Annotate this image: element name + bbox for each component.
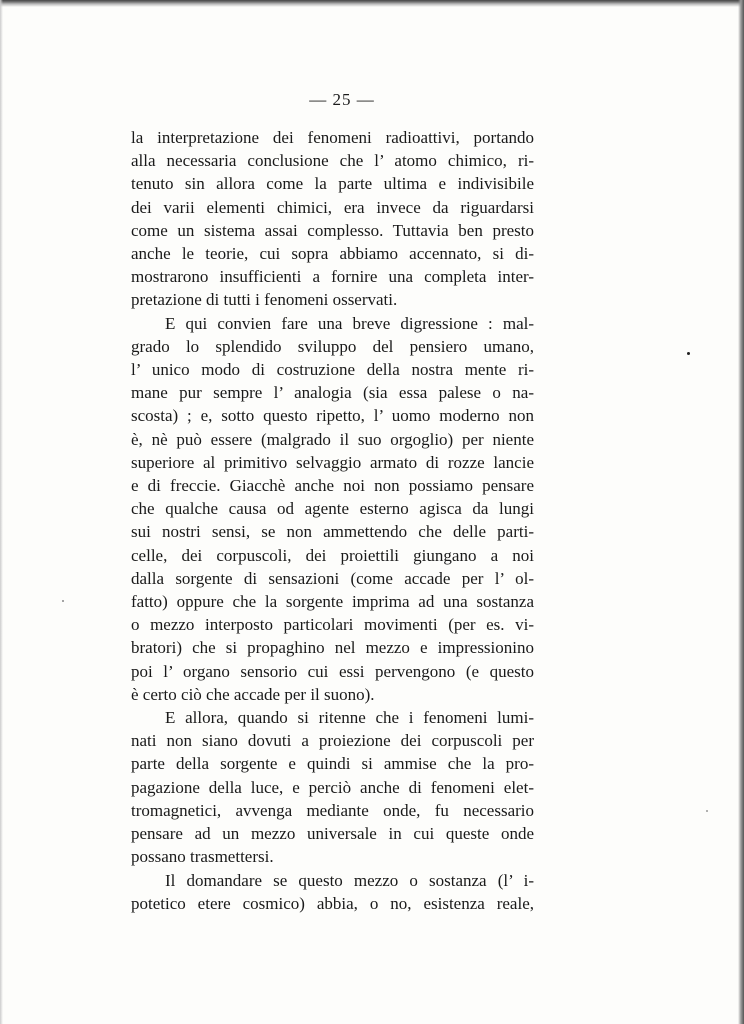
text-line: anche le teorie, cui sopra abbiamo accennato, si di- xyxy=(131,244,534,264)
text-line: mostrarono insufficienti a fornire una completa inter- xyxy=(131,267,534,287)
text-line: o mezzo interposto particolari movimenti (per es. vi- xyxy=(131,615,534,635)
text-line: tenuto sin allora come la parte ultima e indivisibile xyxy=(131,174,534,194)
text-line: dei varii elementi chimici, era invece da riguardarsi xyxy=(131,197,534,217)
text-line: fatto) oppure che la sorgente imprima ad una sostanza xyxy=(131,592,534,612)
text-line: tromagnetici, avvenga mediante onde, fu necessario xyxy=(131,800,534,820)
scan-speck xyxy=(62,600,64,602)
text-line: la interpretazione dei fenomeni radioattivi, portando xyxy=(131,128,534,147)
text-line: alla necessaria conclusione che l’ atomo chimico, ri- xyxy=(131,151,534,171)
text-line: pagazione della luce, e perciò anche di fenomeni elet- xyxy=(131,777,534,797)
text-line: celle, dei corpuscoli, dei proiettili giungano a noi xyxy=(131,545,534,565)
text-line: che qualche causa od agente esterno agisca da lungi xyxy=(131,499,534,519)
text-line: grado lo splendido sviluppo del pensiero umano, xyxy=(131,336,534,356)
text-line: l’ unico modo di costruzione della nostra mente ri- xyxy=(131,360,534,380)
text-line: possano trasmettersi. xyxy=(131,847,274,867)
page-number: — 25 — xyxy=(309,90,375,109)
text-line: scosta) ; e, sotto questo ripetto, l’ uomo moderno non xyxy=(131,406,534,426)
text-line: pretazione di tutti i fenomeni osservati. xyxy=(131,290,398,310)
scan-top-edge xyxy=(0,0,744,7)
paragraph-start-line: Il domandare se questo mezzo o sostanza (l’ i- xyxy=(165,870,534,890)
body-text xyxy=(131,126,534,915)
scan-right-edge xyxy=(738,0,744,1024)
text-line: parte della sorgente e quindi si ammise che la pro- xyxy=(131,754,534,774)
paragraph-start-line: E allora, quando si ritenne che i fenomeni lumi- xyxy=(165,708,534,728)
scan-speck xyxy=(706,810,708,812)
text-line: come un sistema assai complesso. Tuttavia ben presto xyxy=(131,220,534,240)
text-line: superiore al primitivo selvaggio armato di rozze lancie xyxy=(131,452,534,472)
text-line: è, nè può essere (malgrado il suo orgoglio) per niente xyxy=(131,429,534,449)
scan-left-edge xyxy=(0,0,3,1024)
paragraph-start-line: E qui convien fare una breve digressione : mal- xyxy=(165,313,534,333)
text-line: è certo ciò che accade per il suono). xyxy=(131,684,375,704)
text-line: dalla sorgente di sensazioni (come accade per l’ ol- xyxy=(131,568,534,588)
text-line: potetico etere cosmico) abbia, o no, esistenza reale, xyxy=(131,893,534,913)
text-line: mane pur sempre l’ analogia (sia essa palese o na- xyxy=(131,383,534,403)
text-line: pensare ad un mezzo universale in cui queste onde xyxy=(131,824,534,844)
text-line: e di freccie. Giacchè anche noi non possiamo pensare xyxy=(131,476,534,496)
scan-speck xyxy=(687,352,690,355)
text-line: poi l’ organo sensorio cui essi pervengono (e questo xyxy=(131,661,534,681)
text-line: nati non siano dovuti a proiezione dei corpuscoli per xyxy=(131,731,534,751)
text-line: bratori) che si propaghino nel mezzo e impressionino xyxy=(131,638,534,658)
text-line: sui nostri sensi, se non ammettendo che delle parti- xyxy=(131,522,534,542)
